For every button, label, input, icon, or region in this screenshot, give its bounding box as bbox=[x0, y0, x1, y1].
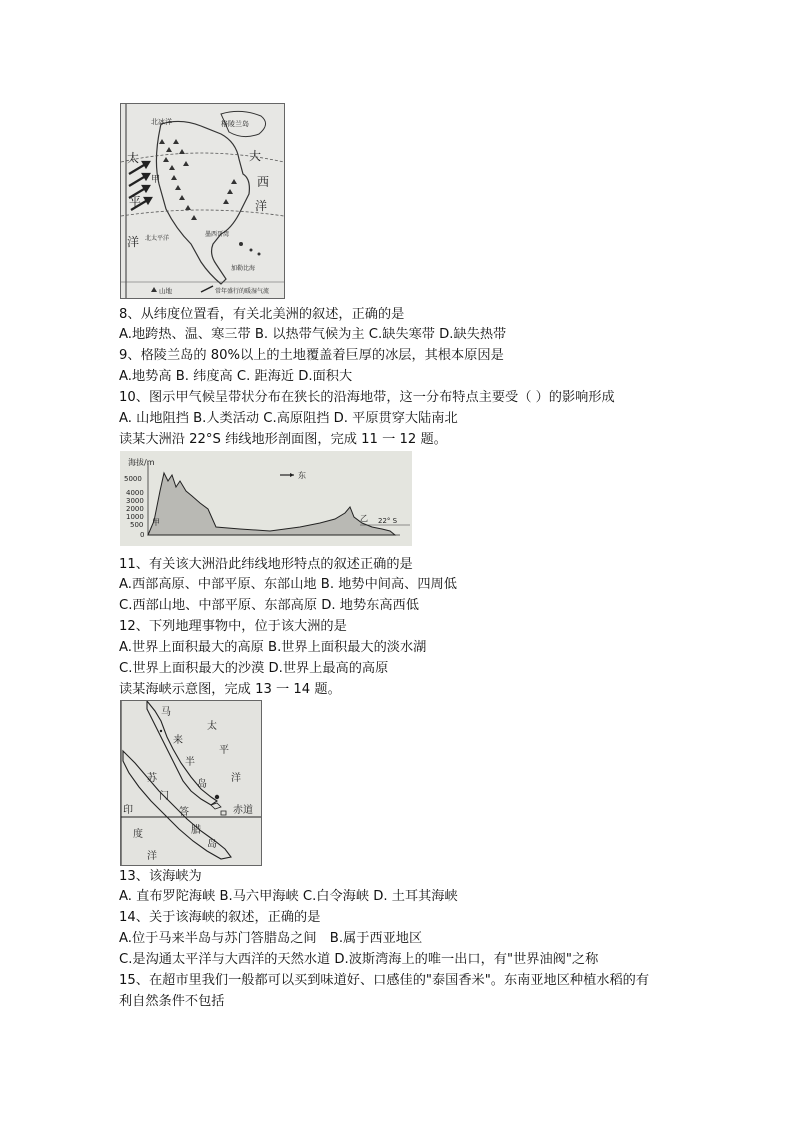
intro-11-12: 读某大洲沿 22°S 纬线地形剖面图，完成 11 一 12 题。 bbox=[119, 432, 447, 447]
label-indian-3: 洋 bbox=[147, 851, 157, 862]
label-atlantic-2: 西 bbox=[257, 175, 270, 189]
label-indian-1: 印 bbox=[123, 805, 133, 816]
question-8: 8、从纬度位置看，有关北美洲的叙述，正确的是 bbox=[119, 307, 405, 322]
label-malay-4: 岛 bbox=[197, 779, 207, 790]
question-8-options: A.地跨热、温、寒三带 B. 以热带气候为主 C.缺失寒带 D.缺失热带 bbox=[119, 327, 507, 342]
label-pacific-2: 平 bbox=[129, 195, 142, 209]
label-atlantic-1: 大 bbox=[249, 149, 262, 163]
terrain-profile-figure bbox=[120, 451, 412, 546]
label-gulf-mexico: 墨西哥湾 bbox=[205, 231, 230, 238]
question-15: 15、在超市里我们一般都可以买到味道好、口感佳的"泰国香米"。东南亚地区种植水稻的有 bbox=[119, 973, 650, 988]
question-15-cont: 利自然条件不包括 bbox=[119, 994, 225, 1009]
question-14-options-1: A.位于马来半岛与苏门答腊岛之间 B.属于西亚地区 bbox=[119, 931, 423, 946]
question-12-options-1: A.世界上面积最大的高原 B.世界上面积最大的淡水湖 bbox=[119, 640, 427, 655]
intro-13-14: 读某海峡示意图，完成 13 一 14 题。 bbox=[119, 682, 341, 697]
legend-warm-wind: 常年盛行的暖湿气流 bbox=[215, 288, 270, 295]
question-12-options-2: C.世界上面积最大的沙漠 D.世界上最高的高原 bbox=[119, 661, 389, 676]
y-tick-3000: 3000 bbox=[126, 497, 144, 505]
question-12: 12、下列地理事物中，位于该大洲的是 bbox=[119, 619, 347, 634]
label-north-pacific: 北太平洋 bbox=[145, 235, 170, 242]
question-11-options-1: A.西部高原、中部平原、东部山地 B. 地势中间高、四周低 bbox=[119, 577, 457, 592]
question-13-options: A. 直布罗陀海峡 B.马六甲海峡 C.白令海峡 D. 土耳其海峡 bbox=[119, 889, 458, 904]
label-pacific-3: 洋 bbox=[127, 235, 140, 249]
question-10-options: A. 山地阻挡 B.人类活动 C.高原阻挡 D. 平原贯穿大陆南北 bbox=[119, 411, 458, 426]
label-malay-3: 半 bbox=[185, 757, 195, 768]
label-sumatra-2: 门 bbox=[159, 791, 169, 802]
y-tick-0: 0 bbox=[140, 531, 145, 539]
label-pacific-1: 太 bbox=[127, 151, 140, 165]
label-jia: 甲 bbox=[151, 175, 161, 185]
label-greenland: 格陵兰岛 bbox=[221, 120, 249, 128]
label-malay-1: 马 bbox=[161, 707, 171, 718]
strait-map bbox=[120, 700, 262, 866]
label-malay-2: 来 bbox=[173, 735, 183, 746]
y-tick-4000: 4000 bbox=[126, 489, 144, 497]
profile-yi: 乙 bbox=[360, 514, 368, 523]
label-pacific-a: 太 bbox=[207, 721, 217, 732]
profile-jia: 甲 bbox=[152, 518, 160, 527]
question-13: 13、该海峡为 bbox=[119, 869, 202, 884]
question-11-options-2: C.西部山地、中部平原、东部高原 D. 地势东高西低 bbox=[119, 598, 419, 613]
north-america-map bbox=[120, 103, 285, 299]
label-sumatra-1: 苏 bbox=[147, 773, 157, 784]
label-sumatra-3: 答 bbox=[179, 807, 189, 818]
label-indian-2: 度 bbox=[133, 829, 143, 840]
y-tick-5000: 5000 bbox=[124, 475, 142, 483]
question-14-options-2: C.是沟通太平洋与大西洋的天然水道 D.波斯湾海上的唯一出口，有"世界油阀"之称 bbox=[119, 952, 599, 967]
label-equator: 赤道 bbox=[233, 805, 253, 816]
question-9-options: A.地势高 B. 纬度高 C. 距海近 D.面积大 bbox=[119, 369, 353, 384]
label-sumatra-5: 岛 bbox=[207, 839, 217, 850]
east-label: 东 bbox=[298, 471, 306, 480]
label-atlantic-3: 洋 bbox=[255, 199, 268, 213]
y-tick-500: 500 bbox=[130, 521, 144, 529]
question-14: 14、关于该海峡的叙述，正确的是 bbox=[119, 910, 321, 925]
question-10: 10、图示甲气候呈带状分布在狭长的沿海地带，这一分布特点主要受（ ）的影响形成 bbox=[119, 390, 615, 405]
legend-mountain: 山地 bbox=[159, 287, 172, 295]
y-tick-1000: 1000 bbox=[126, 513, 144, 521]
latitude-label: 22° S bbox=[378, 517, 398, 525]
y-axis-title: 海拔/m bbox=[128, 458, 155, 467]
label-caribbean: 加勒比海 bbox=[231, 265, 256, 272]
label-arctic-ocean: 北冰洋 bbox=[151, 118, 172, 126]
label-pacific-b: 平 bbox=[219, 745, 229, 756]
label-pacific-c: 洋 bbox=[231, 773, 241, 784]
question-9: 9、格陵兰岛的 80%以上的土地覆盖着巨厚的冰层，其根本原因是 bbox=[119, 348, 504, 363]
question-11: 11、有关该大洲沿此纬线地形特点的叙述正确的是 bbox=[119, 557, 413, 572]
y-tick-2000: 2000 bbox=[126, 505, 144, 513]
label-sumatra-4: 腊 bbox=[191, 825, 201, 836]
